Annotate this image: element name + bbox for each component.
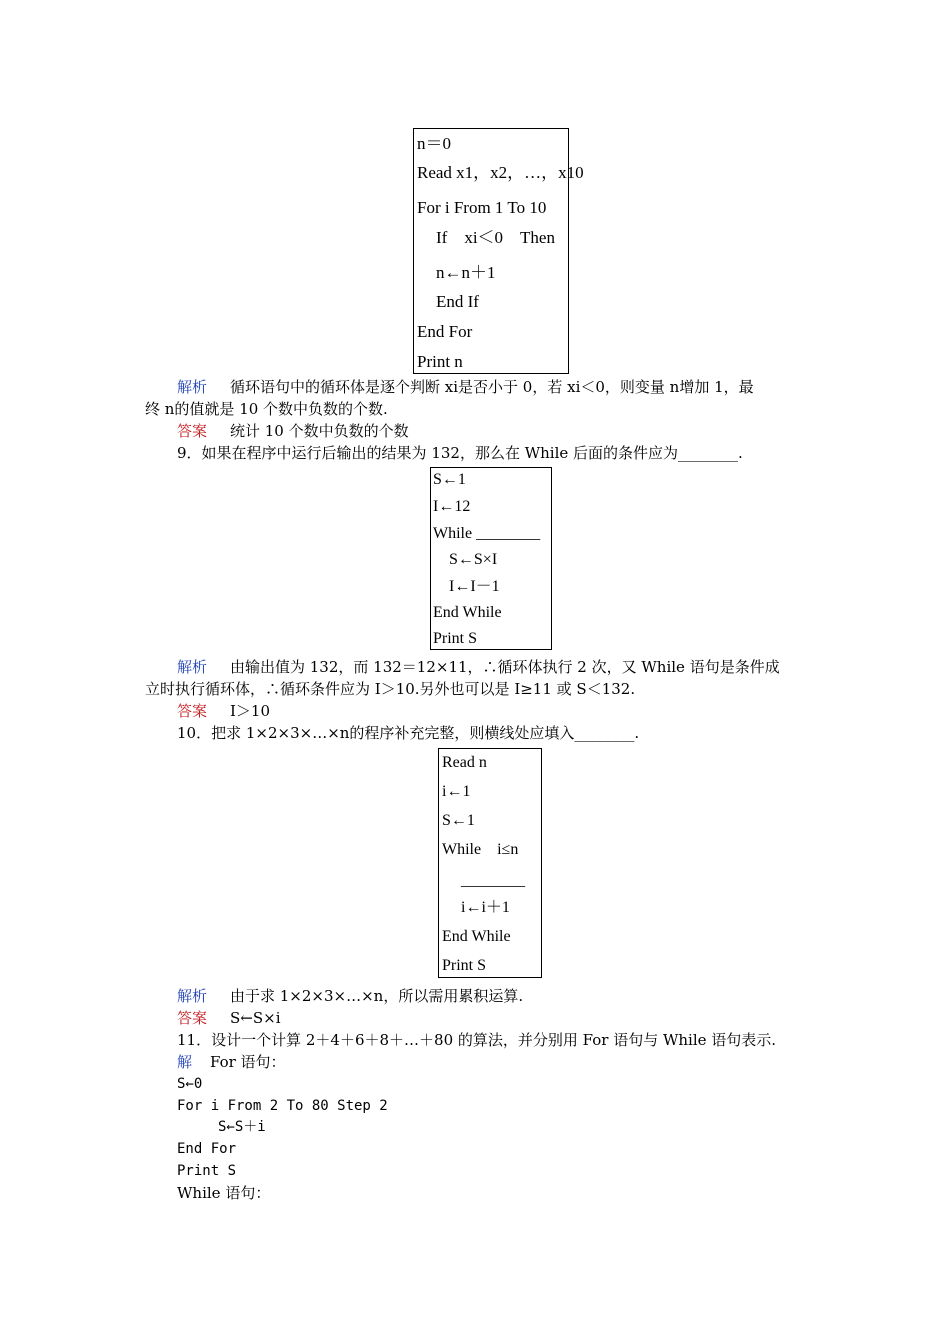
analysis-text: 终 n的值就是 10 个数中负数的个数. bbox=[145, 400, 388, 418]
program-box-10 bbox=[438, 748, 542, 978]
code-line: n＝0 bbox=[417, 134, 451, 153]
code-line: Read n bbox=[442, 754, 487, 771]
question-10: 10．把求 1×2×3×…×n的程序补充完整，则横线处应填入________. bbox=[177, 724, 640, 742]
code-line: For i From 1 To 10 bbox=[417, 198, 547, 217]
code-line: S←S×I bbox=[449, 551, 498, 568]
code-line: While i≤n bbox=[442, 841, 519, 858]
answer-text: S←S×i bbox=[230, 1009, 281, 1027]
code-line: ________ bbox=[461, 872, 525, 889]
code-line: Print S bbox=[177, 1163, 237, 1179]
while-label: While 语句： bbox=[177, 1184, 271, 1202]
code-line: For i From 2 To 80 Step 2 bbox=[177, 1098, 388, 1114]
code-line: End For bbox=[177, 1141, 237, 1157]
code-line: Print n bbox=[417, 352, 463, 371]
analysis-label: 解析 bbox=[177, 987, 208, 1005]
code-line: End While bbox=[433, 604, 502, 621]
code-line: i←1 bbox=[442, 783, 471, 800]
answer-text: 统计 10 个数中负数的个数 bbox=[230, 422, 409, 440]
code-line: I←I－1 bbox=[449, 578, 500, 595]
code-line: End For bbox=[417, 322, 473, 341]
for-label: For 语句： bbox=[210, 1053, 286, 1071]
code-line: End While bbox=[442, 928, 511, 945]
code-line: n←n＋1 bbox=[436, 263, 496, 282]
answer-label: 答案 bbox=[177, 702, 208, 720]
analysis-text: 立时执行循环体，∴循环条件应为 I＞10.另外也可以是 I≥11 或 S＜132. bbox=[145, 680, 636, 698]
program-box-8 bbox=[413, 128, 584, 374]
code-line: S←0 bbox=[177, 1076, 203, 1092]
analysis-label: 解析 bbox=[177, 658, 208, 676]
question-11: 11．设计一个计算 2＋4＋6＋8＋…＋80 的算法，并分别用 For 语句与 While 语句表示. bbox=[177, 1031, 777, 1049]
code-line: S←1 bbox=[433, 471, 466, 488]
code-line: S←1 bbox=[442, 812, 475, 829]
code-line: Print S bbox=[442, 957, 487, 974]
analysis-text: 由于求 1×2×3×…×n，所以需用累积运算. bbox=[230, 987, 524, 1005]
program-box-9 bbox=[430, 467, 552, 650]
code-line: S←S＋i bbox=[218, 1119, 266, 1135]
analysis-label: 解析 bbox=[177, 378, 208, 396]
analysis-text: 循环语句中的循环体是逐个判断 xi是否小于 0，若 xi＜0，则变量 n增加 1，最 bbox=[230, 378, 754, 396]
answer-text: I＞10 bbox=[230, 702, 271, 720]
answer-label: 答案 bbox=[177, 1009, 208, 1027]
code-line: Read x1，x2，…，x10 bbox=[417, 163, 584, 182]
code-line: End If bbox=[436, 292, 479, 311]
code-line: While ________ bbox=[433, 525, 541, 542]
analysis-text: 由输出值为 132，而 132＝12×11，∴循环体执行 2 次，又 While 语句是条件成 bbox=[230, 658, 780, 676]
solution-label: 解 bbox=[177, 1053, 193, 1071]
code-line: i←i＋1 bbox=[461, 899, 510, 916]
code-line: Print S bbox=[433, 630, 478, 647]
answer-label: 答案 bbox=[177, 422, 208, 440]
question-9: 9．如果在程序中运行后输出的结果为 132，那么在 While 后面的条件应为________. bbox=[177, 444, 743, 462]
code-line: If xi＜0 Then bbox=[436, 228, 555, 247]
code-line: I←12 bbox=[433, 498, 471, 515]
